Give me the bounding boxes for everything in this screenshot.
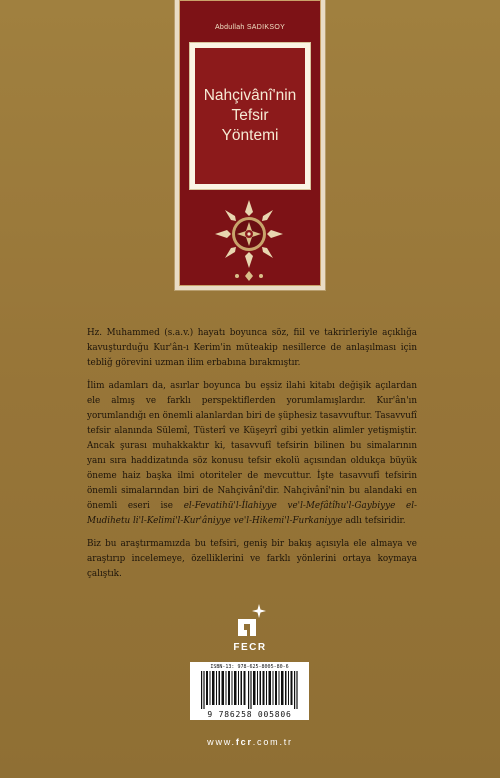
- title-box: [189, 42, 311, 190]
- title-line-1: Nahçivânî'nin: [203, 87, 297, 104]
- title-line-3: Yöntemi: [221, 127, 279, 144]
- title-line-2: Tefsir: [231, 107, 269, 124]
- author-name: Abdullah SADIKSOY: [214, 24, 286, 31]
- publisher-name: FECR: [233, 642, 267, 653]
- barcode-number: 9 786258 005806: [207, 710, 292, 719]
- back-cover-text: [87, 326, 417, 590]
- publisher-url[interactable]: [0, 737, 500, 747]
- rosette-ornament-icon: [214, 198, 284, 270]
- paragraph-1: Hz. Muhammed (s.a.v.) hayatı boyunca söz, fiil ve takrirleriyle açıklığa kavuşturduğu Kur'ân-ı Kerim'in müteakip nesillerce de anlaşılması için tebliğ görevini uzman ilim erbabına bırakmıştır.: [87, 328, 417, 368]
- isbn-number: ISBN-13: 978-625-8005-80-6: [210, 664, 289, 670]
- paragraph-2-text-a: İlim adamları da, asırlar boyunca bu eşsiz ilahi kitabı değişik açılardan ele almış ve farklı perspektiflerden yorumlamışlardır. Kur'ân'ın yorumlandığı en önemli alanlardan biri de şüphesiz tasavvuftur. Tasavvufî tefsir alanında Sülemî, Tüsterî ve Küşeyrî gibi yetkin alimler yetişmiştir. Ancak şurası muhakkaktır ki, tasavvufî tefsirin bilinen bu simalarının yanı sıra haddizatında söz konusu tefsir ekolü açısından oldukça büyük öneme haiz başka ilmi otoriteler de mevcuttur. İşte tasavvufî tefsirin önemli simalarından biri de Nahçivânî'dir. Nahçivânî'nin bu alandaki en önemli eseri ise: [87, 381, 417, 511]
- fecr-logo-icon: [228, 604, 274, 642]
- ornament-divider-icon: [225, 270, 273, 282]
- paragraph-3: Biz bu araştırmamızda bu tefsiri, geniş bir bakış açısıyla ele almaya ve araştırıp incelemeye, özelliklerini ve farklı yönlerini ortaya koymaya çalıştık.: [87, 539, 417, 579]
- title-banner: [175, 0, 325, 290]
- paragraph-2-text-b: adlı tefsiridir.: [342, 516, 406, 526]
- banner-panel: [179, 0, 321, 286]
- paragraph-2-italic-title: el-Fevatihü'l-İlahiyye ve'l-Mefâtîhu'l-Gaybiyye el-Mudihetu li'l-Kelimi'l-Kur'âniyye ve'l-Hikemi'l-Furkaniyye: [87, 501, 417, 526]
- barcode-icon: [201, 671, 301, 709]
- title-frame: [195, 48, 305, 184]
- url-prefix: www.: [207, 737, 236, 747]
- barcode-label: [190, 662, 309, 720]
- paragraph-2: [87, 379, 417, 529]
- url-suffix: .com.tr: [252, 737, 293, 747]
- url-brand: fcr: [235, 737, 253, 747]
- book-title: [195, 86, 305, 146]
